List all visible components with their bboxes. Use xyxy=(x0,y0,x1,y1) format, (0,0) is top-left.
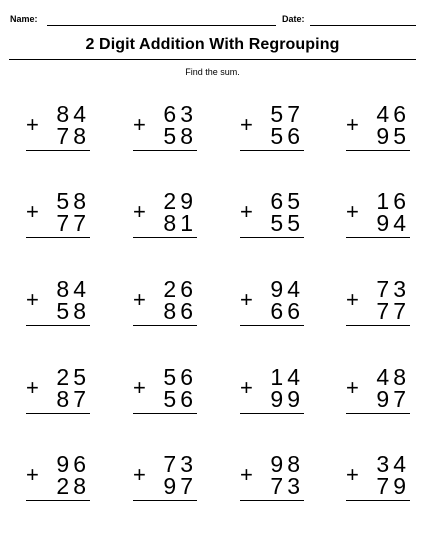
addition-problem xyxy=(346,103,410,167)
bottom-addend: 28 xyxy=(56,473,90,499)
date-label: Date: xyxy=(282,14,305,24)
bottom-addend: 58 xyxy=(163,123,197,149)
plus-sign: + xyxy=(26,112,39,137)
answer-line[interactable] xyxy=(346,500,410,501)
top-addend: 98 xyxy=(270,451,304,477)
answer-line[interactable] xyxy=(346,237,410,238)
bottom-addend: 94 xyxy=(376,210,410,236)
top-addend: 26 xyxy=(163,276,197,302)
name-field-line[interactable] xyxy=(47,25,276,26)
addition-problem xyxy=(240,190,304,254)
bottom-addend: 73 xyxy=(270,473,304,499)
plus-sign: + xyxy=(346,375,359,400)
bottom-addend: 58 xyxy=(56,298,90,324)
addition-problem xyxy=(240,366,304,430)
answer-line[interactable] xyxy=(346,325,410,326)
plus-sign: + xyxy=(240,462,253,487)
bottom-addend: 95 xyxy=(376,123,410,149)
addition-problem xyxy=(26,453,90,517)
addition-problem xyxy=(346,190,410,254)
answer-line[interactable] xyxy=(26,325,90,326)
answer-line[interactable] xyxy=(240,413,304,414)
addition-problem xyxy=(346,278,410,342)
answer-line[interactable] xyxy=(133,237,197,238)
top-addend: 96 xyxy=(56,451,90,477)
plus-sign: + xyxy=(26,287,39,312)
bottom-addend: 79 xyxy=(376,473,410,499)
top-addend: 16 xyxy=(376,188,410,214)
bottom-addend: 78 xyxy=(56,123,90,149)
bottom-addend: 87 xyxy=(56,386,90,412)
bottom-addend: 55 xyxy=(270,210,304,236)
answer-line[interactable] xyxy=(133,325,197,326)
top-addend: 34 xyxy=(376,451,410,477)
answer-line[interactable] xyxy=(240,237,304,238)
plus-sign: + xyxy=(240,199,253,224)
addition-problem xyxy=(133,278,197,342)
answer-line[interactable] xyxy=(346,413,410,414)
top-addend: 84 xyxy=(56,276,90,302)
top-addend: 94 xyxy=(270,276,304,302)
plus-sign: + xyxy=(133,112,146,137)
plus-sign: + xyxy=(26,462,39,487)
bottom-addend: 86 xyxy=(163,298,197,324)
top-addend: 63 xyxy=(163,101,197,127)
answer-line[interactable] xyxy=(26,150,90,151)
answer-line[interactable] xyxy=(240,325,304,326)
top-addend: 73 xyxy=(376,276,410,302)
plus-sign: + xyxy=(240,112,253,137)
top-addend: 14 xyxy=(270,364,304,390)
plus-sign: + xyxy=(26,199,39,224)
worksheet-header xyxy=(10,11,416,27)
plus-sign: + xyxy=(240,287,253,312)
plus-sign: + xyxy=(133,462,146,487)
bottom-addend: 81 xyxy=(163,210,197,236)
bottom-addend: 77 xyxy=(376,298,410,324)
addition-problem xyxy=(133,366,197,430)
addition-problem xyxy=(346,366,410,430)
addition-problem xyxy=(240,103,304,167)
bottom-addend: 99 xyxy=(270,386,304,412)
answer-line[interactable] xyxy=(346,150,410,151)
bottom-addend: 56 xyxy=(163,386,197,412)
addition-problem xyxy=(133,103,197,167)
top-addend: 25 xyxy=(56,364,90,390)
plus-sign: + xyxy=(240,375,253,400)
answer-line[interactable] xyxy=(240,500,304,501)
addition-problem xyxy=(133,453,197,517)
answer-line[interactable] xyxy=(133,413,197,414)
plus-sign: + xyxy=(346,199,359,224)
answer-line[interactable] xyxy=(133,500,197,501)
answer-line[interactable] xyxy=(240,150,304,151)
top-addend: 29 xyxy=(163,188,197,214)
bottom-addend: 97 xyxy=(376,386,410,412)
answer-line[interactable] xyxy=(26,237,90,238)
top-addend: 56 xyxy=(163,364,197,390)
top-addend: 65 xyxy=(270,188,304,214)
plus-sign: + xyxy=(133,199,146,224)
top-addend: 84 xyxy=(56,101,90,127)
top-addend: 73 xyxy=(163,451,197,477)
addition-problem xyxy=(240,278,304,342)
bottom-addend: 56 xyxy=(270,123,304,149)
addition-problem xyxy=(346,453,410,517)
plus-sign: + xyxy=(26,375,39,400)
plus-sign: + xyxy=(133,375,146,400)
worksheet-title: 2 Digit Addition With Regrouping xyxy=(85,36,340,53)
top-addend: 48 xyxy=(376,364,410,390)
name-label: Name: xyxy=(10,14,38,24)
top-addend: 58 xyxy=(56,188,90,214)
addition-problem xyxy=(26,278,90,342)
answer-line[interactable] xyxy=(133,150,197,151)
top-addend: 57 xyxy=(270,101,304,127)
addition-problem xyxy=(26,190,90,254)
addition-problem xyxy=(26,366,90,430)
addition-problem xyxy=(133,190,197,254)
title-divider xyxy=(9,59,416,60)
plus-sign: + xyxy=(346,287,359,312)
answer-line[interactable] xyxy=(26,500,90,501)
bottom-addend: 66 xyxy=(270,298,304,324)
answer-line[interactable] xyxy=(26,413,90,414)
addition-problem xyxy=(240,453,304,517)
addition-problem xyxy=(26,103,90,167)
plus-sign: + xyxy=(346,462,359,487)
top-addend: 46 xyxy=(376,101,410,127)
plus-sign: + xyxy=(346,112,359,137)
plus-sign: + xyxy=(133,287,146,312)
instructions: Find the sum. xyxy=(185,67,240,77)
bottom-addend: 97 xyxy=(163,473,197,499)
date-field-line[interactable] xyxy=(310,25,416,26)
bottom-addend: 77 xyxy=(56,210,90,236)
